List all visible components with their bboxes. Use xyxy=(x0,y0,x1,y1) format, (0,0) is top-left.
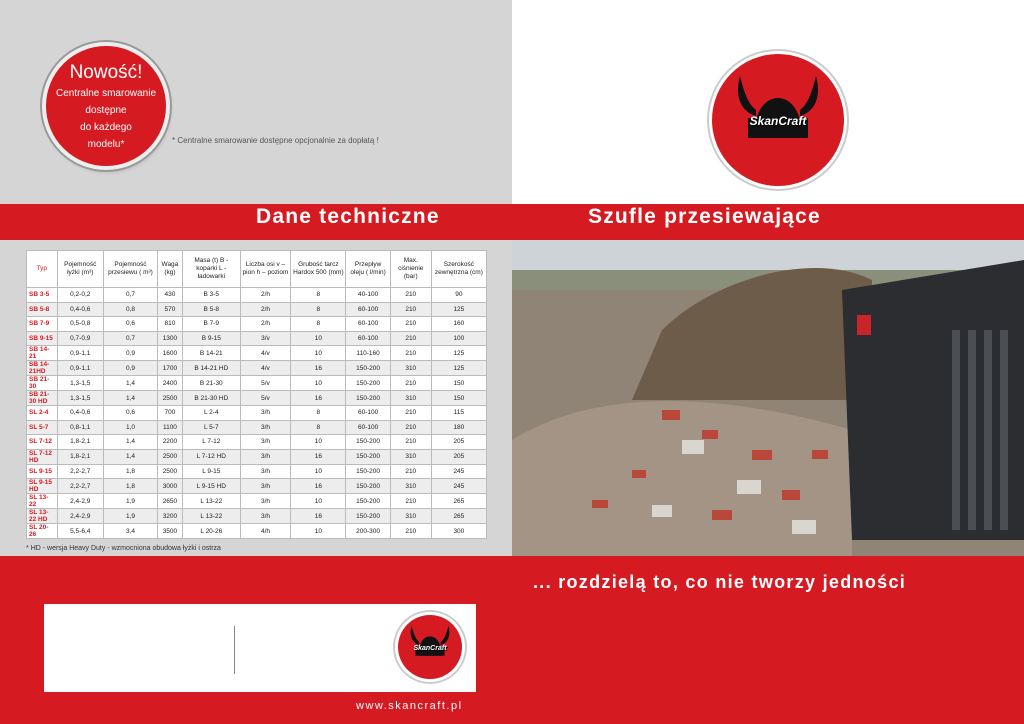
table-cell: 10 xyxy=(291,346,346,361)
table-cell: L 13-22 xyxy=(182,494,240,509)
table-cell: 3000 xyxy=(157,479,182,494)
table-cell: 210 xyxy=(390,302,431,317)
table-cell: 210 xyxy=(390,288,431,303)
table-cell: 150-200 xyxy=(346,509,390,524)
table-cell: 180 xyxy=(431,420,486,435)
table-cell: 10 xyxy=(291,331,346,346)
table-cell: 3/h xyxy=(240,494,291,509)
table-cell: 2,4-2,9 xyxy=(57,509,104,524)
column-header: Masa (t) B - koparki L - ładowarki xyxy=(182,251,240,288)
table-cell: 310 xyxy=(390,391,431,406)
table-cell: 2500 xyxy=(157,464,182,479)
column-header: Grubość tarcz Hardox 500 (mm) xyxy=(291,251,346,288)
table-cell: 200-300 xyxy=(346,524,390,539)
badge-line: do każdego xyxy=(80,122,132,133)
table-cell: 150 xyxy=(431,391,486,406)
table-cell: L 13-22 xyxy=(182,509,240,524)
table-row xyxy=(27,524,487,539)
table-cell: 125 xyxy=(431,346,486,361)
table-row xyxy=(27,420,487,435)
table-cell: 1,8-2,1 xyxy=(57,435,104,450)
headline-right: Szufle przesiewające xyxy=(588,205,821,228)
table-cell: 1,9 xyxy=(104,494,158,509)
table-cell: 1,8-2,1 xyxy=(57,449,104,464)
table-row xyxy=(27,391,487,406)
table-cell: 210 xyxy=(390,524,431,539)
table-cell: B 14-21 HD xyxy=(182,361,240,376)
table-cell: 210 xyxy=(390,346,431,361)
table-cell: 10 xyxy=(291,524,346,539)
table-cell: B 21-30 xyxy=(182,376,240,391)
table-cell: 125 xyxy=(431,302,486,317)
table-cell: 0,2-0,2 xyxy=(57,288,104,303)
table-cell: 2/h xyxy=(240,302,291,317)
table-row xyxy=(27,479,487,494)
table-cell: 5/v xyxy=(240,391,291,406)
table-cell: 115 xyxy=(431,406,486,421)
table-cell: 0,8 xyxy=(104,302,158,317)
table-cell: 300 xyxy=(431,524,486,539)
table-cell: 8 xyxy=(291,288,346,303)
table-cell: 3/h xyxy=(240,406,291,421)
table-row xyxy=(27,494,487,509)
table-cell: 0,9-1,1 xyxy=(57,361,104,376)
table-cell: 0,7 xyxy=(104,288,158,303)
row-type-cell: SB 9-15 xyxy=(27,331,58,346)
table-cell: 4/h xyxy=(240,524,291,539)
column-header: Liczba osi v – pion h – poziom xyxy=(240,251,291,288)
table-row xyxy=(27,509,487,524)
table-cell: 8 xyxy=(291,406,346,421)
table-cell: 160 xyxy=(431,317,486,332)
table-cell: 310 xyxy=(390,509,431,524)
row-type-cell: SB 14-21 xyxy=(27,346,58,361)
table-cell: 150-200 xyxy=(346,361,390,376)
table-cell: 100 xyxy=(431,331,486,346)
table-cell: 1,4 xyxy=(104,391,158,406)
badge-line: modelu* xyxy=(87,139,125,150)
column-header: Pojemność przesiewu ( m³) xyxy=(104,251,158,288)
table-cell: 2,4-2,9 xyxy=(57,494,104,509)
table-cell: 0,6 xyxy=(104,406,158,421)
new-feature-badge xyxy=(46,46,166,166)
table-row xyxy=(27,317,487,332)
table-cell: 1700 xyxy=(157,361,182,376)
table-cell: 10 xyxy=(291,435,346,450)
table-cell: 60-100 xyxy=(346,420,390,435)
table-row xyxy=(27,464,487,479)
footnote xyxy=(26,545,221,552)
table-cell: 3/h xyxy=(240,435,291,450)
table-cell: 3500 xyxy=(157,524,182,539)
table-cell: 245 xyxy=(431,479,486,494)
table-cell: 40-100 xyxy=(346,288,390,303)
table-row xyxy=(27,346,487,361)
table-row xyxy=(27,331,487,346)
row-type-cell: SB 7-9 xyxy=(27,317,58,332)
table-cell: 4/v xyxy=(240,361,291,376)
table-cell: 2/h xyxy=(240,288,291,303)
table-cell: 430 xyxy=(157,288,182,303)
lubrication-note: * Centralne smarowanie dostępne opcjonalnie za dopłatą ! xyxy=(172,136,379,145)
column-header: Typ xyxy=(27,251,58,288)
row-type-cell: SB 21-30 HD xyxy=(27,391,58,406)
table-cell: 0,7 xyxy=(104,331,158,346)
badge-title: Nowość! xyxy=(69,62,143,83)
table-cell: 245 xyxy=(431,464,486,479)
table-cell: 0,6 xyxy=(104,317,158,332)
row-type-cell: SB 3-5 xyxy=(27,288,58,303)
table-cell: 60-100 xyxy=(346,331,390,346)
table-cell: 1,4 xyxy=(104,435,158,450)
row-type-cell: SL 13-22 xyxy=(27,494,58,509)
table-cell: 0,9 xyxy=(104,361,158,376)
row-type-cell: SL 7-12 HD xyxy=(27,449,58,464)
table-cell: 2500 xyxy=(157,449,182,464)
table-row xyxy=(27,435,487,450)
row-type-cell: SB 5-8 xyxy=(27,302,58,317)
row-type-cell: SB 14-21HD xyxy=(27,361,58,376)
table-cell: 810 xyxy=(157,317,182,332)
table-cell: B 5-8 xyxy=(182,302,240,317)
table-cell: 1,8 xyxy=(104,479,158,494)
table-cell: 150-200 xyxy=(346,391,390,406)
table-row xyxy=(27,376,487,391)
table-cell: 210 xyxy=(390,435,431,450)
table-cell: 310 xyxy=(390,449,431,464)
row-type-cell: SL 9-15 xyxy=(27,464,58,479)
table-cell: 210 xyxy=(390,464,431,479)
table-row xyxy=(27,361,487,376)
skancraft-logo-small xyxy=(398,615,462,679)
column-header: Przepływ oleju ( l/min) xyxy=(346,251,390,288)
title-band xyxy=(0,204,1024,240)
table-cell: 1100 xyxy=(157,420,182,435)
table-cell: 210 xyxy=(390,331,431,346)
table-cell: 210 xyxy=(390,494,431,509)
table-cell: 700 xyxy=(157,406,182,421)
table-cell: 60-100 xyxy=(346,317,390,332)
table-cell: L 20-26 xyxy=(182,524,240,539)
table-cell: L 9-15 xyxy=(182,464,240,479)
footnote-text: HD - wersja Heavy Duty - wzmocniona obudowa łyżki i ostrza xyxy=(30,545,221,552)
table-cell: 3,4 xyxy=(104,524,158,539)
skancraft-logo xyxy=(712,54,844,186)
table-cell: 0,4-0,6 xyxy=(57,406,104,421)
table-cell: L 5-7 xyxy=(182,420,240,435)
table-cell: 16 xyxy=(291,449,346,464)
table-cell: 3/h xyxy=(240,420,291,435)
table-cell: 8 xyxy=(291,420,346,435)
table-cell: 16 xyxy=(291,391,346,406)
table-cell: 265 xyxy=(431,494,486,509)
table-cell: 0,5-0,8 xyxy=(57,317,104,332)
column-header: Pojemność łyżki (m³) xyxy=(57,251,104,288)
table-row xyxy=(27,449,487,464)
table-cell: 210 xyxy=(390,317,431,332)
table-cell: 210 xyxy=(390,376,431,391)
column-header: Szerokość zewnętrzna (cm) xyxy=(431,251,486,288)
website-link[interactable]: www.skancraft.pl xyxy=(356,700,463,712)
badge-line: dostępne xyxy=(85,105,127,116)
table-body xyxy=(27,288,487,539)
table-cell: 3/h xyxy=(240,449,291,464)
table-cell: 210 xyxy=(390,406,431,421)
table-cell: L 7-12 xyxy=(182,435,240,450)
row-type-cell: SL 9-15 HD xyxy=(27,479,58,494)
table-cell: 110-160 xyxy=(346,346,390,361)
row-type-cell: SL 5-7 xyxy=(27,420,58,435)
table-cell: 2500 xyxy=(157,391,182,406)
table-cell: 0,9-1,1 xyxy=(57,346,104,361)
badge-line: Centralne smarowanie xyxy=(55,88,157,99)
table-cell: L 2-4 xyxy=(182,406,240,421)
headline-left: Dane techniczne xyxy=(256,205,440,228)
table-cell: 3/h xyxy=(240,464,291,479)
table-cell: 10 xyxy=(291,494,346,509)
table-row xyxy=(27,302,487,317)
table-cell: 0,4-0,6 xyxy=(57,302,104,317)
table-cell: 3/h xyxy=(240,479,291,494)
table-cell: 1,3-1,5 xyxy=(57,376,104,391)
row-type-cell: SL 20-26 xyxy=(27,524,58,539)
table-cell: 2200 xyxy=(157,435,182,450)
table-cell: 150-200 xyxy=(346,494,390,509)
table-cell: 10 xyxy=(291,464,346,479)
table-cell: 3200 xyxy=(157,509,182,524)
table-cell: 125 xyxy=(431,361,486,376)
product-photo xyxy=(512,240,1024,556)
table-row xyxy=(27,288,487,303)
table-cell: 2,2-2,7 xyxy=(57,464,104,479)
table-cell: B 21-30 HD xyxy=(182,391,240,406)
table-cell: 150-200 xyxy=(346,449,390,464)
row-type-cell: SB 21-30 xyxy=(27,376,58,391)
table-cell: 150-200 xyxy=(346,435,390,450)
table-cell: B 9-15 xyxy=(182,331,240,346)
table-cell: 8 xyxy=(291,317,346,332)
slogan: ... rozdzielą to, co nie tworzy jedności xyxy=(533,572,907,592)
table-cell: 2400 xyxy=(157,376,182,391)
table-cell: 265 xyxy=(431,509,486,524)
table-cell: 205 xyxy=(431,449,486,464)
footnote-star: * xyxy=(26,545,29,552)
table-cell: 5/v xyxy=(240,376,291,391)
table-cell: 0,8-1,1 xyxy=(57,420,104,435)
table-cell: 60-100 xyxy=(346,406,390,421)
table-cell: 1,9 xyxy=(104,509,158,524)
table-header-row xyxy=(27,251,487,288)
technical-data-table xyxy=(26,250,487,539)
table-cell: 150-200 xyxy=(346,464,390,479)
table-cell: 1600 xyxy=(157,346,182,361)
column-header: Waga (kg) xyxy=(157,251,182,288)
table-cell: 2,2-2,7 xyxy=(57,479,104,494)
table-row xyxy=(27,406,487,421)
table-cell: 0,7-0,9 xyxy=(57,331,104,346)
table-cell: 2/h xyxy=(240,317,291,332)
table-cell: 150-200 xyxy=(346,479,390,494)
table-cell: 150 xyxy=(431,376,486,391)
table-cell: 5,5-6,4 xyxy=(57,524,104,539)
table-cell: 1,3-1,5 xyxy=(57,391,104,406)
table-cell: 570 xyxy=(157,302,182,317)
table-cell: 8 xyxy=(291,302,346,317)
table-cell: 1,0 xyxy=(104,420,158,435)
table-cell: 2650 xyxy=(157,494,182,509)
row-type-cell: SL 13-22 HD xyxy=(27,509,58,524)
table-cell: L 7-12 HD xyxy=(182,449,240,464)
table-cell: B 14-21 xyxy=(182,346,240,361)
table-cell: 310 xyxy=(390,361,431,376)
table-cell: 210 xyxy=(390,420,431,435)
table-cell: 1,4 xyxy=(104,376,158,391)
column-header: Max. ciśnienie (bar) xyxy=(390,251,431,288)
row-type-cell: SL 2-4 xyxy=(27,406,58,421)
table-cell: 16 xyxy=(291,479,346,494)
table-cell: 4/v xyxy=(240,346,291,361)
table-cell: 1300 xyxy=(157,331,182,346)
row-type-cell: SL 7-12 xyxy=(27,435,58,450)
table-cell: 310 xyxy=(390,479,431,494)
table-cell: 1,8 xyxy=(104,464,158,479)
table-cell: 60-100 xyxy=(346,302,390,317)
table-cell: 205 xyxy=(431,435,486,450)
divider xyxy=(234,626,235,674)
screening-bucket-photo xyxy=(512,240,1024,556)
table-cell: 0,9 xyxy=(104,346,158,361)
table-cell: B 7-9 xyxy=(182,317,240,332)
table-cell: 90 xyxy=(431,288,486,303)
table-cell: 16 xyxy=(291,509,346,524)
table-cell: B 3-5 xyxy=(182,288,240,303)
logo-text: SkanCraft xyxy=(413,645,447,652)
table-cell: 3/h xyxy=(240,509,291,524)
table-cell: 150-200 xyxy=(346,376,390,391)
table-cell: L 9-15 HD xyxy=(182,479,240,494)
table-cell: 10 xyxy=(291,376,346,391)
table-cell: 16 xyxy=(291,361,346,376)
table-cell: 1,4 xyxy=(104,449,158,464)
logo-text: SkanCraft xyxy=(749,114,807,128)
table-cell: 3/v xyxy=(240,331,291,346)
